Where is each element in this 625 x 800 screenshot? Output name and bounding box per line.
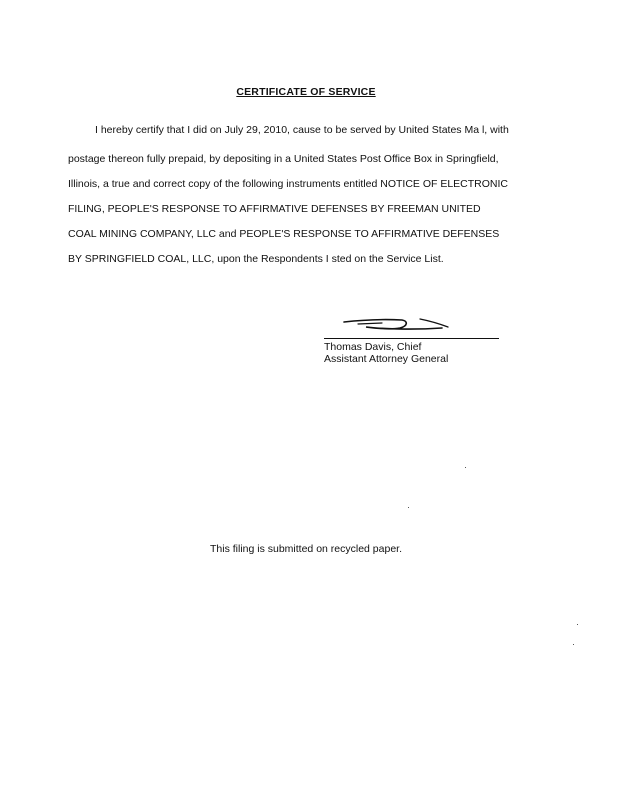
scan-speck (573, 644, 574, 645)
signature-line (324, 338, 499, 339)
scan-speck (465, 467, 466, 468)
scan-speck (408, 507, 409, 508)
signer-name: Thomas Davis, Chief (324, 341, 422, 353)
body-line-6: BY SPRINGFIELD COAL, LLC, upon the Respondents I sted on the Service List. (68, 253, 444, 265)
body-line-4: FILING, PEOPLE'S RESPONSE TO AFFIRMATIVE DEFENSES BY FREEMAN UNITED (68, 203, 481, 215)
body-line-3: Illinois, a true and correct copy of the following instruments entitled NOTICE OF ELECTRONIC (68, 178, 509, 190)
recycled-paper-note: This filing is submitted on recycled paper. (209, 543, 402, 555)
scan-speck (577, 624, 578, 625)
body-line-1: I hereby certify that I did on July 29, 2010, cause to be served by United States Ma l, with (95, 124, 509, 136)
body-line-2: postage thereon fully prepaid, by depositing in a United States Post Office Box in Springfield, (68, 153, 499, 165)
body-line-5: COAL MINING COMPANY, LLC and PEOPLE'S RESPONSE TO AFFIRMATIVE DEFENSES (68, 228, 500, 240)
document-title: CERTIFICATE OF SERVICE (236, 86, 376, 98)
signer-title: Assistant Attorney General (324, 353, 449, 365)
